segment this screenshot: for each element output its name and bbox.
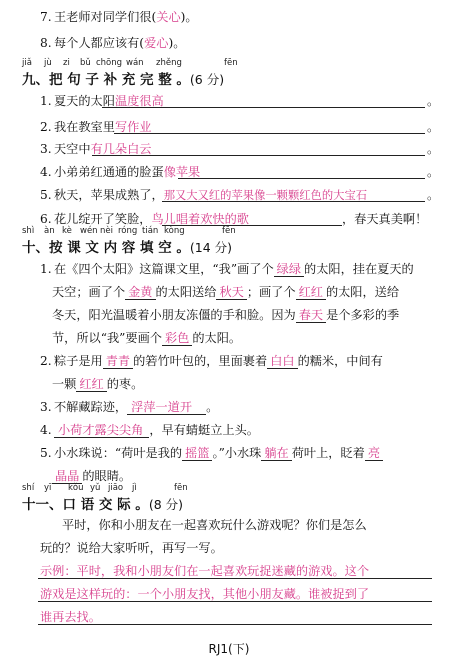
section-9-title xyxy=(22,68,224,88)
s10-q1-line3 xyxy=(52,306,458,323)
answer-blank: 白白 xyxy=(267,354,297,369)
question-number: 1. xyxy=(40,94,52,108)
pinyin: wén xyxy=(80,226,98,236)
s10-q2-line1 xyxy=(40,352,458,369)
answer-blank: 浮萍一道开 xyxy=(127,400,206,415)
s10-q2-line2 xyxy=(52,375,458,392)
s10-q5-line2 xyxy=(52,467,458,484)
answer-blank: 晶晶 xyxy=(52,469,82,484)
question-text: 一颗 xyxy=(52,377,77,391)
pinyin: shì xyxy=(22,226,35,236)
section-points: (8 分) xyxy=(148,497,183,512)
answer-text: 写作业 xyxy=(114,120,152,134)
pinyin: shí xyxy=(22,483,35,493)
pinyin: chōng xyxy=(96,58,123,68)
s9-item-2-end xyxy=(427,118,458,135)
question-number: 1. xyxy=(40,262,52,276)
pinyin: jì xyxy=(132,483,137,493)
pinyin: àn xyxy=(44,226,55,236)
question-text: 的太阳送给 xyxy=(155,285,217,299)
page-footer: RJ1(下) xyxy=(208,642,250,656)
question-text: 在《四个太阳》这篇课文里，“我”画了个 xyxy=(54,262,274,276)
question-number: 6. xyxy=(40,212,52,226)
answer-text: 有几朵白云 xyxy=(90,142,152,156)
s10-q5-line1 xyxy=(40,444,458,461)
question-text: 。 xyxy=(427,120,440,134)
pinyin: tián xyxy=(142,226,159,236)
answer-text: 像苹果 xyxy=(163,165,201,179)
question-text: 的糯米，中间有 xyxy=(297,354,383,368)
pinyin: fēn xyxy=(224,58,238,68)
answer-line xyxy=(102,107,425,108)
section-title-text: 十、按 课 文 内 容 填 空 。 xyxy=(22,240,190,256)
question-text: 我在教室里 xyxy=(54,120,115,134)
answer-line xyxy=(38,578,432,579)
answer-text: 关心 xyxy=(156,10,181,24)
question-text: 小弟弟红通通的脸蛋 xyxy=(54,165,164,179)
answer-line xyxy=(38,601,432,602)
answer-line xyxy=(162,201,425,202)
answer-text: 游戏是这样玩的：一个小朋友找，其他小朋友藏。谁被捉到了 xyxy=(40,587,370,601)
question-text: 的太阳，挂在夏天的 xyxy=(304,262,414,276)
pinyin: yī xyxy=(44,483,52,493)
question-text: 是个多彩的季 xyxy=(326,308,400,322)
s10-q1-line2 xyxy=(52,283,458,300)
answer-blank: 秋天 xyxy=(216,285,246,300)
question-text: 天空；画了个 xyxy=(52,285,126,299)
s11-answer-line3 xyxy=(40,608,458,625)
s10-q3 xyxy=(40,398,458,415)
s10-q1-line1 xyxy=(40,260,458,277)
question-8 xyxy=(40,34,458,51)
pinyin: kǒu xyxy=(68,483,84,493)
question-text: 秋天，苹果成熟了， xyxy=(54,188,164,202)
s9-item-5-end xyxy=(427,186,458,203)
prompt-text: 平时，你和小朋友在一起喜欢玩什么游戏呢？你们是怎么 xyxy=(62,518,367,532)
question-text: 每个人都应该有( xyxy=(54,36,145,50)
question-text: 夏天的太阳 xyxy=(54,94,115,108)
question-number: 3. xyxy=(40,400,52,414)
question-text: 的太阳。 xyxy=(192,331,242,345)
question-text: 的太阳，送给 xyxy=(325,285,400,299)
question-text: 不解藏踪迹， xyxy=(54,400,128,414)
pinyin: róng xyxy=(118,226,138,236)
answer-text: 爱心 xyxy=(144,36,169,50)
answer-blank: 红红 xyxy=(296,285,326,300)
question-text: 粽子是用 xyxy=(54,354,103,368)
section-points: (6 分) xyxy=(189,72,225,87)
answer-line xyxy=(114,133,425,134)
answer-text: 那又大又红的苹果像一颗颗红色的大宝石 xyxy=(163,189,368,202)
question-text: )。 xyxy=(168,36,186,50)
answer-blank: 绿绿 xyxy=(274,262,304,277)
question-number: 5. xyxy=(40,446,52,460)
answer-blank: 青青 xyxy=(103,354,133,369)
s9-item-6-end xyxy=(342,210,458,227)
answer-line xyxy=(38,624,432,625)
question-text: 天空中 xyxy=(54,142,91,156)
answer-line xyxy=(162,225,342,226)
answer-text: 谁再去找。 xyxy=(40,610,101,624)
s10-q1-line4 xyxy=(52,329,458,346)
answer-blank: 春天 xyxy=(296,308,326,323)
question-text: 。 xyxy=(427,188,440,202)
s9-item-3-end xyxy=(427,140,458,157)
answer-blank: 摇篮 xyxy=(182,446,212,461)
question-text: 的箬竹叶包的，里面裹着 xyxy=(133,354,268,368)
answer-blank: 金黄 xyxy=(125,285,155,300)
answer-blank: 彩色 xyxy=(162,331,192,346)
pinyin: yǔ xyxy=(90,483,101,493)
s11-answer-line1 xyxy=(40,562,458,579)
question-number: 3. xyxy=(40,142,52,156)
question-text: 荷叶上，眨着 xyxy=(291,446,365,460)
prompt-text: 玩的？说给大家听听，再写一写。 xyxy=(40,541,223,555)
pinyin: kè xyxy=(62,226,72,236)
section-10-title xyxy=(22,236,232,256)
answer-text: 鸟儿唱着欢快的歌 xyxy=(151,212,249,226)
question-text: 。”小水珠 xyxy=(212,446,262,460)
question-text: 。 xyxy=(427,142,440,156)
question-text: 冬天，阳光温暖着小朋友冻僵的手和脸。因为 xyxy=(52,308,296,322)
question-text: 的枣。 xyxy=(106,377,144,391)
pinyin: kòng xyxy=(164,226,185,236)
section-points: (14 分) xyxy=(189,240,233,255)
question-text: ，春天真美啊！ xyxy=(342,212,428,226)
question-text: 。 xyxy=(427,165,440,179)
answer-text: 示例：平时，我和小朋友们在一起喜欢玩捉迷藏的游戏。这个 xyxy=(40,564,370,578)
pinyin: jù xyxy=(44,58,52,68)
answer-blank: 小荷才露尖尖角 xyxy=(54,423,149,438)
section-title-text: 十一、口 语 交 际 。 xyxy=(22,497,149,513)
question-7 xyxy=(40,8,458,25)
question-text: 王老师对同学们很( xyxy=(54,10,157,24)
question-text: )。 xyxy=(180,10,198,24)
pinyin: nèi xyxy=(100,226,113,236)
question-number: 8. xyxy=(40,36,52,50)
pinyin: wán xyxy=(126,58,144,68)
answer-blank: 红红 xyxy=(76,377,106,392)
question-text: ，早有蜻蜓立上头。 xyxy=(149,423,259,437)
section-title-text: 九、把 句 子 补 充 完 整 。 xyxy=(22,72,190,88)
question-text: 。 xyxy=(206,400,219,414)
s11-prompt-line2 xyxy=(40,539,458,556)
question-text: 花儿绽开了笑脸， xyxy=(54,212,152,226)
section-11-title xyxy=(22,493,183,513)
question-text: 。 xyxy=(427,94,440,108)
question-text: 节，所以“我”要画个 xyxy=(52,331,162,345)
s9-item-4-end xyxy=(427,163,458,180)
pinyin: bǔ xyxy=(80,58,91,68)
answer-line xyxy=(92,155,425,156)
question-number: 2. xyxy=(40,354,52,368)
question-text: ；画了个 xyxy=(246,285,296,299)
question-text: 的眼睛。 xyxy=(82,469,132,483)
answer-text: 温度很高 xyxy=(114,94,164,108)
question-number: 5. xyxy=(40,188,52,202)
pinyin: fēn xyxy=(222,226,236,236)
s11-prompt-line1 xyxy=(62,516,458,533)
answer-blank: 躺在 xyxy=(261,446,291,461)
pinyin: fēn xyxy=(174,483,188,493)
question-number: 4. xyxy=(40,165,52,179)
pinyin: zhěng xyxy=(156,58,182,68)
question-text: 小水珠说：“荷叶是我的 xyxy=(54,446,183,460)
pinyin: zi xyxy=(63,58,70,68)
answer-line xyxy=(178,178,425,179)
question-number: 7. xyxy=(40,10,52,24)
s10-q4 xyxy=(40,421,458,438)
s11-answer-line2 xyxy=(40,585,458,602)
pinyin: jiǎ xyxy=(22,58,32,68)
question-number: 2. xyxy=(40,120,52,134)
question-number: 4. xyxy=(40,423,52,437)
s9-item-1-end xyxy=(427,92,458,109)
pinyin: jiāo xyxy=(108,483,124,493)
answer-blank: 亮 xyxy=(365,446,383,461)
